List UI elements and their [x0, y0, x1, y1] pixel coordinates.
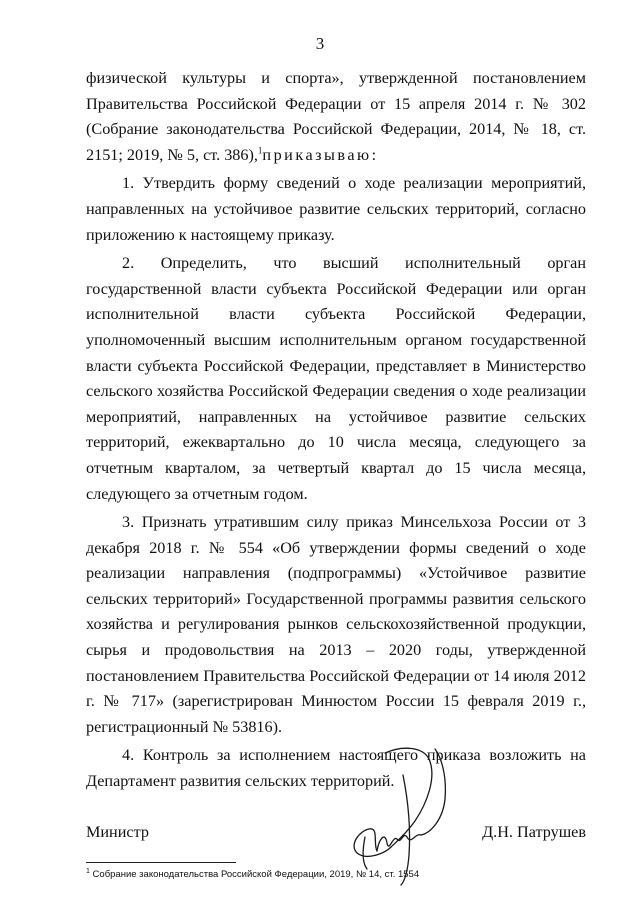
order-word: приказываю:	[262, 145, 379, 164]
footnote-text: Собрание законодательства Российской Федерации, 2019, № 14, ст. 1554	[92, 869, 420, 880]
page-number: 3	[315, 34, 325, 53]
intro-paragraph	[86, 66, 586, 168]
order-item-1: 1. Утвердить форму сведений о ходе реализации мероприятий, направленных на устойчивое развитие сельских территорий, согласно приложению к настоящему приказу.	[86, 174, 586, 244]
intro-text: физической культуры и спорта», утвержденной постановлением Правительства Российской Федерации от 15 апреля 2014 г. № 302 (Собрание законодательства Российской Федерации, 2014, № 18, ст. 2151; 2019, № 5, ст. 386),	[86, 69, 586, 164]
footnote-divider	[86, 862, 236, 863]
footnote	[86, 869, 419, 880]
footnote-reference: 1	[257, 145, 263, 156]
order-item-4: 4. Контроль за исполнением настоящего приказа возложить на Департамент развития сельских территорий.	[86, 746, 586, 791]
order-item-2: 2. Определить, что высший исполнительный орган государственной власти субъекта Российской Федерации или орган исполнительной власти субъекта Российской Федерации, уполномоченный высшим исполнительным органом государственной власти субъекта Российской Федерации, представляет в Министерство сельского хозяйства Российской Федерации сведения о ходе реализации мероприятий, направленных на устойчивое развитие сельских территорий, ежеквартально до 10 числа месяца, следующего за отчетным кварталом, за четвертый квартал до 15 числа месяца, следующего за отчетным годом.	[86, 254, 586, 503]
footnote-marker: 1	[86, 867, 90, 875]
handwritten-signature	[345, 735, 465, 890]
order-item-3: 3. Признать утратившим силу приказ Минсельхоза России от 3 декабря 2018 г. № 554 «Об утверждении формы сведений о ходе реализации направления (подпрограммы) «Устойчивое развитие сельских территорий» Государственной программы развития сельского хозяйства и регулирования рынков сельскохозяйственной продукции, сырья и продовольствия на 2013 – 2020 годы, утвержденной постановлением Правительства Российской Федерации от 14 июля 2012 г. № 717» (зарегистрирован Минюстом России 15 февраля 2019 г., регистрационный № 53816).	[86, 513, 586, 736]
signatory-title: Министр	[86, 823, 149, 841]
document-body	[86, 66, 586, 798]
signatory-name: Д.Н. Патрушев	[482, 823, 586, 841]
